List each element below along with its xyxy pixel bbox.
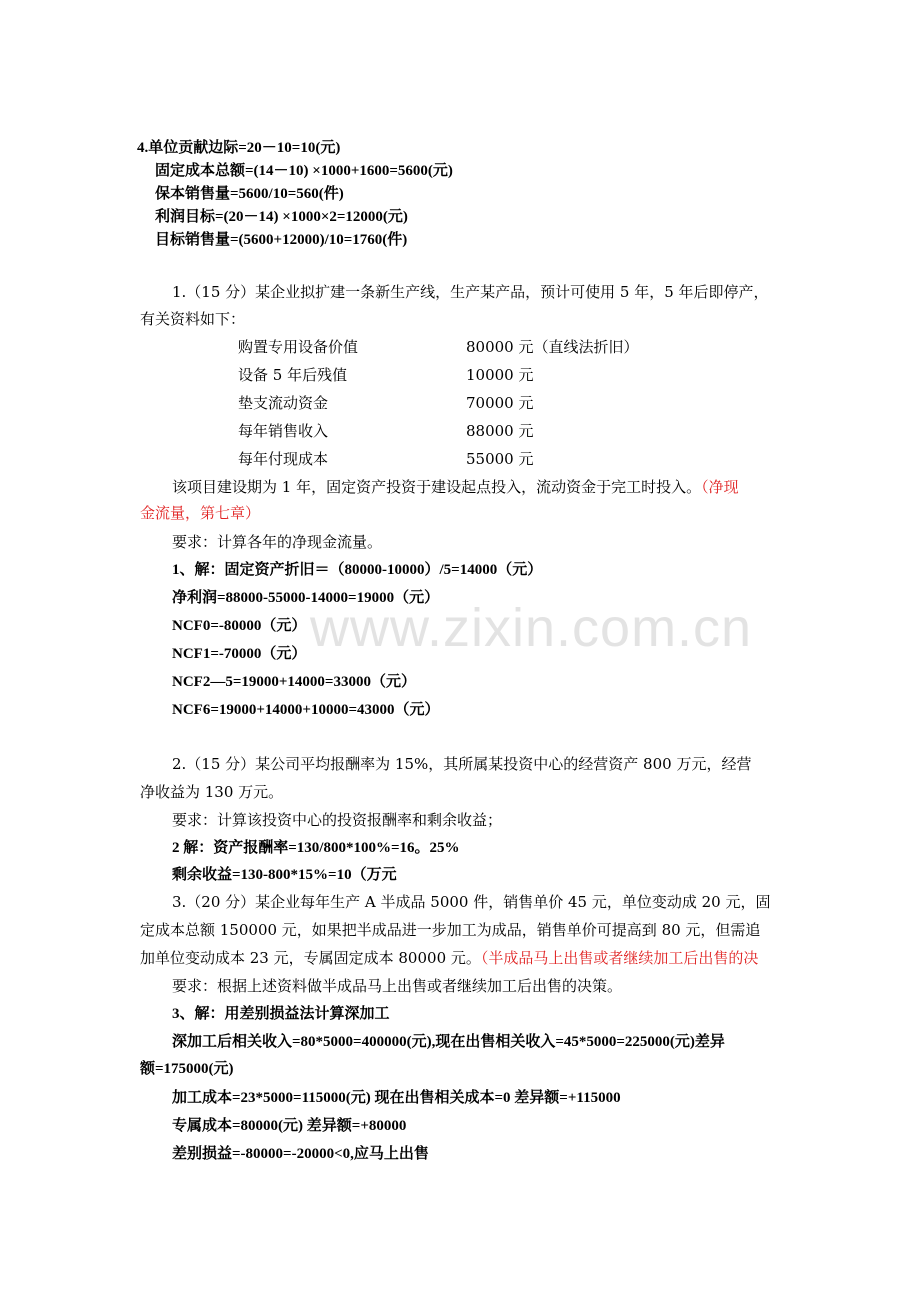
- q2-requirement: 要求：计算该投资中心的投资报酬率和剩余收益；: [172, 811, 503, 829]
- q3-intro-red: （半成品马上出售或者继续加工后出售的决: [480, 949, 759, 967]
- q3-intro-2: 定成本总额 150000 元，如果把半成品进一步加工为成品，销售单价可提高到 80 元，但需追: [140, 921, 761, 939]
- q1-note-red: （净现: [701, 478, 739, 496]
- table-item: 垫支流动资金: [238, 394, 329, 412]
- q3-solution-2: 深加工后相关收入=80*5000=400000(元),现在出售相关收入=45*5000=225000(元)差异: [172, 1034, 725, 1050]
- q3-intro-1: 3.（20 分）某企业每年生产 A 半成品 5000 件，销售单价 45 元，单位变动成 20 元，固: [172, 893, 771, 911]
- q3-solution-3: 额=175000(元): [140, 1061, 234, 1077]
- q1-note-red-2: 金流量，第七章）: [140, 504, 261, 522]
- q1-solution-1: 1、解：固定资产折旧＝（80000-10000）/5=14000（元）: [172, 562, 543, 578]
- q3-solution-5: 专属成本=80000(元) 差异额=+80000: [172, 1118, 407, 1134]
- sec4-line-3: 保本销售量=5600/10=560(件): [155, 186, 344, 202]
- q1-intro-1: 1.（15 分）某企业拟扩建一条新生产线，生产某产品，预计可使用 5 年，5 年后即停产，: [172, 283, 769, 301]
- table-item: 每年付现成本: [238, 450, 329, 468]
- q1-solution-3: NCF0=-80000（元）: [172, 618, 307, 634]
- q1-solution-5: NCF2—5=19000+14000=33000（元）: [172, 674, 416, 690]
- table-item: 购置专用设备价值: [238, 338, 359, 356]
- table-item: 设备 5 年后残值: [238, 366, 348, 384]
- q2-solution-2: 剩余收益=130-800*15%=10（万元: [172, 867, 397, 883]
- q1-solution-4: NCF1=-70000（元）: [172, 646, 307, 662]
- table-value: 70000 元: [466, 394, 534, 412]
- q3-solution-1: 3、解：用差别损益法计算深加工: [172, 1006, 390, 1022]
- q1-intro-2: 有关资料如下：: [140, 310, 246, 328]
- q1-note-1: [172, 477, 739, 497]
- q1-data-table: [238, 337, 758, 477]
- q1-solution-6: NCF6=19000+14000+10000=43000（元）: [172, 702, 440, 718]
- q3-intro-3: [140, 948, 758, 968]
- q3-intro-text: 加单位变动成本 23 元，专属固定成本 80000 元。: [140, 949, 481, 967]
- table-value: 80000 元（直线法折旧）: [466, 338, 639, 356]
- q3-solution-4: 加工成本=23*5000=115000(元) 现在出售相关成本=0 差异额=+115000: [172, 1090, 621, 1106]
- sec4-line-4: 利润目标=(20－14) ×1000×2=12000(元): [155, 209, 408, 225]
- watermark: www.zixin.com.cn: [310, 598, 753, 658]
- q3-requirement: 要求：根据上述资料做半成品马上出售或者继续加工后出售的决策。: [172, 977, 623, 995]
- table-value: 10000 元: [466, 366, 534, 384]
- q2-solution-1: 2 解：资产报酬率=130/800*100%=16。25%: [172, 840, 460, 856]
- q1-note-text: 该项目建设期为 1 年，固定资产投资于建设起点投入，流动资金于完工时投入。: [172, 478, 702, 496]
- table-value: 55000 元: [466, 450, 534, 468]
- q2-intro-1: 2.（15 分）某公司平均报酬率为 15%，其所属某投资中心的经营资产 800 万元，经营: [172, 755, 752, 773]
- q1-requirement: 要求：计算各年的净现金流量。: [172, 533, 383, 551]
- table-item: 每年销售收入: [238, 422, 329, 440]
- q2-intro-2: 净收益为 130 万元。: [140, 783, 284, 801]
- sec4-line-1: 4.单位贡献边际=20－10=10(元): [137, 140, 341, 156]
- q1-solution-2: 净利润=88000-55000-14000=19000（元）: [172, 590, 440, 606]
- table-value: 88000 元: [466, 422, 534, 440]
- sec4-line-2: 固定成本总额=(14－10) ×1000+1600=5600(元): [155, 163, 453, 179]
- sec4-line-5: 目标销售量=(5600+12000)/10=1760(件): [155, 232, 408, 248]
- q3-solution-6: 差别损益=-80000=-20000<0,应马上出售: [172, 1146, 429, 1162]
